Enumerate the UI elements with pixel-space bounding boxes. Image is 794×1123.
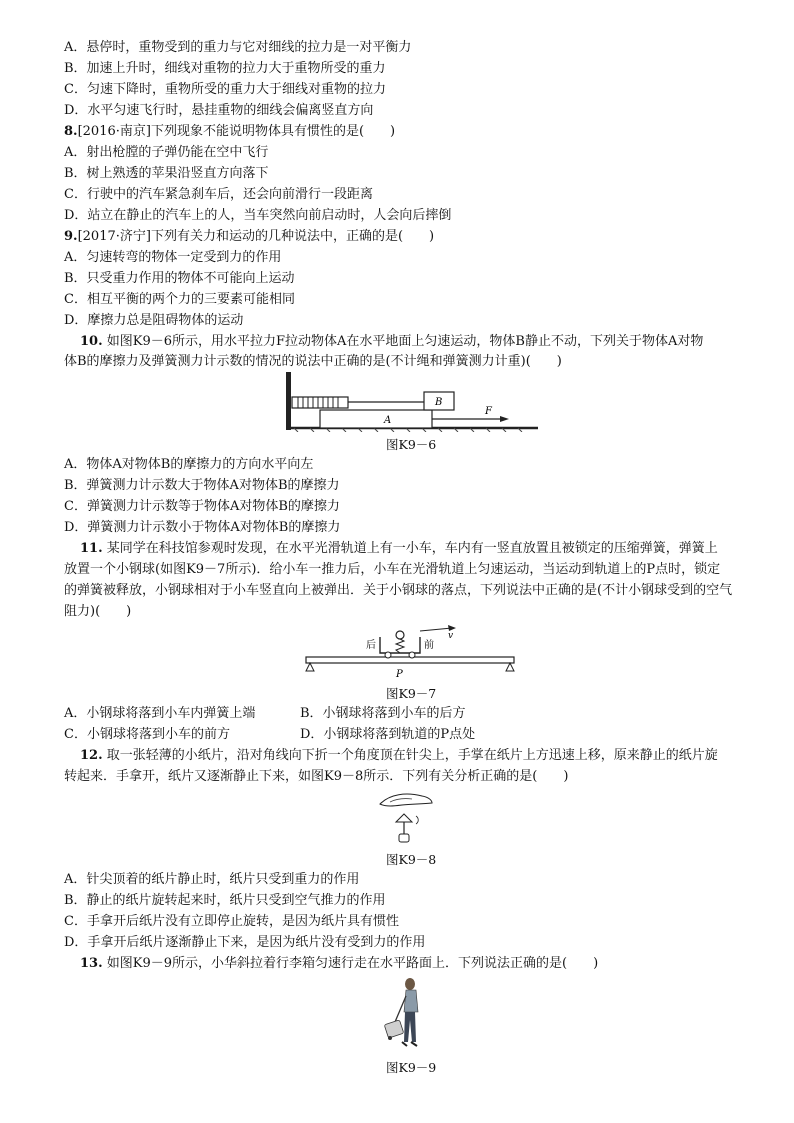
q10-option-a: A．物体A对物体B的摩擦力的方向水平向左	[64, 457, 314, 472]
spring	[396, 639, 404, 653]
needle-base	[399, 834, 409, 842]
q10-stem-line2: 体B的摩擦力及弹簧测力计示数的情况的说法中正确的是(不计绳和弹簧测力计重)( )	[64, 354, 562, 369]
figure-k9-6-caption: 图K9－6	[386, 437, 437, 452]
wall	[286, 372, 291, 430]
q12-number: 12.	[80, 748, 103, 763]
q11-stem-line3: 的弹簧被释放，小钢球相对于小车竖直向上被弹出．关于小钢球的落点，下列说法中正确的是(不计小钢球受到的空气	[64, 583, 733, 598]
figure-k9-9	[380, 976, 430, 1054]
q10-stem-line1	[80, 332, 754, 352]
cart-wheel-right	[409, 652, 415, 658]
q7-option-a: A．悬停时，重物受到的重力与它对细线的拉力是一对平衡力	[64, 40, 412, 55]
rotation-mark	[416, 816, 418, 824]
q8-option-a: A．射出枪膛的子弹仍能在空中飞行	[64, 145, 269, 160]
q10-option-c: C．弹簧测力计示数等于物体A对物体B的摩擦力	[64, 499, 340, 514]
track-support-left	[306, 663, 314, 671]
q12-option-d: D．手拿开后纸片逐渐静止下来，是因为纸片没有受到力的作用	[64, 935, 426, 950]
figure-k9-7	[300, 623, 520, 681]
q11-option-b: B．小钢球将落到小车的后方	[300, 706, 466, 721]
q10-option-b: B．弹簧测力计示数大于物体A对物体B的摩擦力	[64, 478, 340, 493]
q8-option-d: D．站立在静止的汽车上的人，当车突然向前启动时，人会向后摔倒	[64, 208, 452, 223]
q7-option-d: D．水平匀速飞行时，悬挂重物的细线会偏离竖直方向	[64, 103, 374, 118]
track	[306, 657, 514, 663]
q13-stem	[80, 954, 754, 974]
figure-k9-8	[376, 788, 436, 846]
block-a	[320, 410, 432, 428]
q12-option-b: B．静止的纸片旋转起来时，纸片只受到空气推力的作用	[64, 893, 386, 908]
person-legs	[404, 1012, 416, 1042]
q12-stem-text-1: 取一张轻薄的小纸片，沿对角线向下折一个角度顶在针尖上，手掌在纸片上方迅速上移，原来静止的纸片旋	[106, 748, 718, 763]
q11-option-d: D．小钢球将落到轨道的P点处	[300, 727, 476, 742]
q11-number: 11.	[80, 541, 103, 556]
q9-option-b: B．只受重力作用的物体不可能向上运动	[64, 271, 295, 286]
figure-k9-6	[280, 370, 545, 432]
q9-option-c: C．相互平衡的两个力的三要素可能相同	[64, 292, 295, 307]
figure-k9-8-caption: 图K9－8	[386, 852, 437, 867]
q8-option-b: B．树上熟透的苹果沿竖直方向落下	[64, 166, 269, 181]
q11-stem-line4: 阻力)( )	[64, 604, 132, 619]
q9-stem-text: [2017·济宁]下列有关力和运动的几种说法中，正确的是( )	[77, 229, 435, 244]
q9-number: 9.	[64, 229, 78, 244]
person-body	[404, 990, 418, 1012]
suitcase-wheel	[388, 1036, 392, 1040]
label-front: 前	[424, 640, 434, 651]
q7-option-c: C．匀速下降时，重物所受的重力大于细线对重物的拉力	[64, 82, 386, 97]
q9-option-a: A．匀速转弯的物体一定受到力的作用	[64, 250, 282, 265]
q8-option-c: C．行驶中的汽车紧急刹车后，还会向前滑行一段距离	[64, 187, 373, 202]
q11-stem-text-1: 某同学在科技馆参观时发现，在水平光滑轨道上有一小车，车内有一竖直放置且被锁定的压缩弹簧，弹簧上	[106, 541, 718, 556]
q10-option-d: D．弹簧测力计示数小于物体A对物体B的摩擦力	[64, 520, 341, 535]
q9-stem	[64, 227, 754, 247]
q11-option-a: A．小钢球将落到小车内弹簧上端	[64, 706, 256, 721]
q9-option-d: D．摩擦力总是阻碍物体的运动	[64, 313, 244, 328]
q8-stem	[64, 122, 754, 142]
q12-stem-line1	[80, 746, 754, 766]
q11-option-c: C．小钢球将落到小车的前方	[64, 727, 230, 742]
label-a: A	[384, 415, 392, 426]
label-f: F	[485, 406, 492, 417]
q8-number: 8.	[64, 124, 78, 139]
q12-option-c: C．手拿开后纸片没有立即停止旋转，是因为纸片具有惯性	[64, 914, 399, 929]
label-v: v	[448, 631, 454, 641]
steel-ball	[396, 631, 404, 639]
q10-number: 10.	[80, 334, 103, 349]
label-b: B	[435, 397, 443, 408]
q12-option-a: A．针尖顶着的纸片静止时，纸片只受到重力的作用	[64, 872, 360, 887]
force-arrowhead	[500, 416, 509, 422]
label-back: 后	[366, 640, 376, 651]
q13-stem-text: 如图K9－9所示，小华斜拉着行李箱匀速行走在水平路面上．下列说法正确的是( )	[106, 956, 599, 971]
label-p: P	[396, 669, 403, 680]
figure-k9-9-caption: 图K9－9	[386, 1060, 437, 1075]
q11-stem-line2: 放置一个小钢球(如图K9－7所示)．给小车一推力后，小车在光滑轨道上匀速运动，当运动到轨道上的P点时，锁定	[64, 562, 721, 577]
person-head	[405, 978, 415, 990]
q11-stem-line1	[80, 539, 754, 559]
track-support-right	[506, 663, 514, 671]
person-feet	[402, 1042, 417, 1046]
cart-wheel-left	[385, 652, 391, 658]
q12-stem-line2: 转起来．手拿开，纸片又逐渐静止下来，如图K9－8所示．下列有关分析正确的是( )	[64, 769, 569, 784]
q13-number: 13.	[80, 956, 103, 971]
paper-piece	[396, 814, 412, 822]
q7-option-b: B．加速上升时，细线对重物的拉力大于重物所受的重力	[64, 61, 386, 76]
q10-stem-text-1: 如图K9－6所示，用水平拉力F拉动物体A在水平地面上匀速运动，物体B静止不动，下列关于物体A对物	[106, 334, 704, 349]
spring-scale	[292, 397, 348, 408]
hand	[380, 794, 432, 806]
figure-k9-7-caption: 图K9－7	[386, 686, 437, 701]
q8-stem-text: [2016·南京]下列现象不能说明物体具有惯性的是( )	[77, 124, 396, 139]
suitcase	[384, 1020, 404, 1038]
